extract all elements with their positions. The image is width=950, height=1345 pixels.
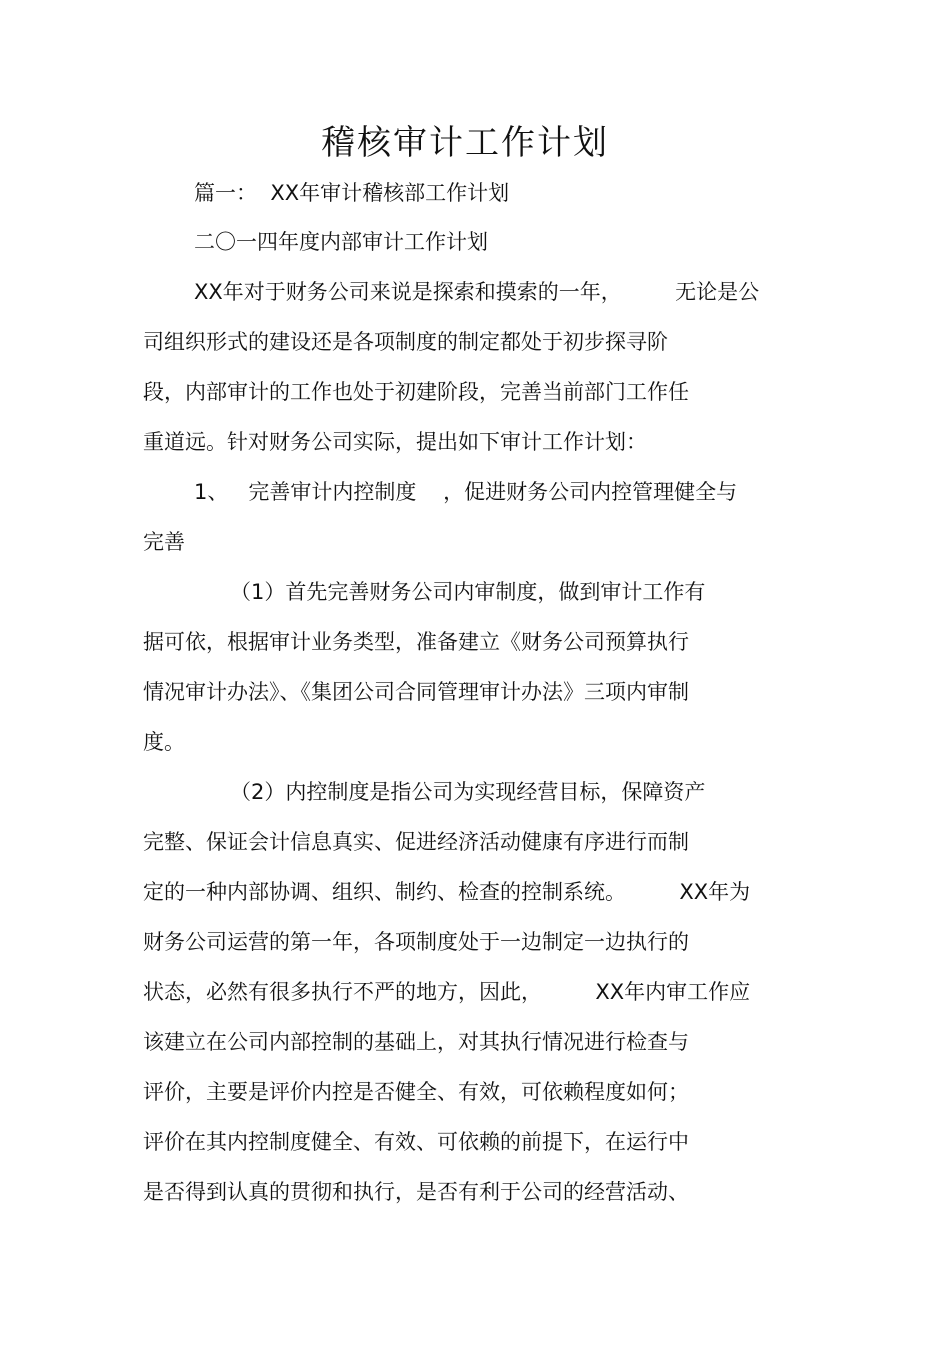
plan-subtitle: 二〇一四年度内部审计工作计划 — [194, 230, 488, 254]
paragraph-line: 定的一种内部协调、组织、制约、检查的控制系统。 XX年为 — [143, 880, 751, 904]
paragraph-line: 司组织形式的建设还是各项制度的制定都处于初步探寻阶 — [143, 330, 668, 354]
paragraph-line: 据可依，根据审计业务类型，准备建立《财务公司预算执行 — [143, 630, 689, 654]
document-title: 稽核审计工作计划 — [321, 123, 609, 163]
paragraph-line: 完整、保证会计信息真实、促进经济活动健康有序进行而制 — [143, 830, 689, 854]
section-heading: 篇一： XX年审计稽核部工作计划 — [194, 181, 510, 205]
paragraph-line: 状态，必然有很多执行不严的地方，因此， XX年内审工作应 — [143, 980, 751, 1004]
subitem-line: （1）首先完善财务公司内审制度，做到审计工作有 — [230, 580, 706, 604]
paragraph-line: 段，内部审计的工作也处于初建阶段，完善当前部门工作任 — [143, 380, 689, 404]
paragraph-line: 完善 — [143, 530, 185, 554]
item-heading: 1、 完善审计内控制度 ，促进财务公司内控管理健全与 — [194, 480, 738, 504]
paragraph-line: 评价在其内控制度健全、有效、可依赖的前提下，在运行中 — [143, 1130, 689, 1154]
paragraph-line: XX年对于财务公司来说是探索和摸索的一年， 无论是公 — [194, 280, 760, 304]
paragraph-line: 度。 — [143, 730, 185, 754]
paragraph-line: 该建立在公司内部控制的基础上，对其执行情况进行检查与 — [143, 1030, 689, 1054]
paragraph-line: 情况审计办法》、《集团公司合同管理审计办法》三项内审制 — [143, 680, 689, 704]
paragraph-line: 重道远。针对财务公司实际，提出如下审计工作计划： — [143, 430, 647, 454]
paragraph-line: 是否得到认真的贯彻和执行，是否有利于公司的经营活动、 — [143, 1180, 689, 1204]
paragraph-line: 财务公司运营的第一年，各项制度处于一边制定一边执行的 — [143, 930, 689, 954]
paragraph-line: 评价，主要是评价内控是否健全、有效，可依赖程度如何； — [143, 1080, 689, 1104]
subitem-line: （2）内控制度是指公司为实现经营目标，保障资产 — [230, 780, 706, 804]
